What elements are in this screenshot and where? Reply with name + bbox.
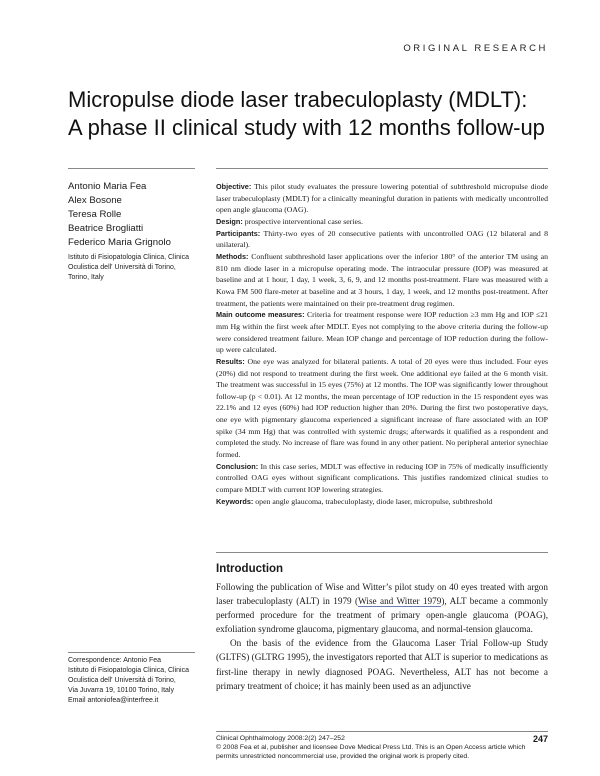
journal-citation: Clinical Ophthalmology 2008:2(2) 247–252 xyxy=(216,735,345,742)
divider xyxy=(216,168,548,169)
title-line-1: Micropulse diode laser trabeculoplasty (MDLT): xyxy=(68,87,528,112)
abstract-methods: Methods: Confluent subthreshold laser applications over the inferior 180° of the anterior TM using an 810 nm diode laser in a micropulse operating mode. The intraocular pressure (IOP) was measured at baseline and at 1 hour, 1 day, 1 week, 3, 6, 9, and 12 months post-treatment. Flare was measured with a Kowa FM 500 flare-meter at baseline and at 3 hours, 1 day, 1 week, and 12 months post-treatment. After treatment, the patients were maintained on their pre-treatment drug regimen. xyxy=(216,251,548,308)
section-label: ORIGINAL RESEARCH xyxy=(403,43,548,54)
author: Beatrice Brogliatti xyxy=(68,223,144,234)
title-line-2: A phase II clinical study with 12 months follow-up xyxy=(68,115,545,140)
author: Antonio Maria Fea xyxy=(68,181,147,192)
license-text: © 2008 Fea et al, publisher and licensee Dove Medical Press Ltd. This is an Open Access article which permits unrestricted noncommercial use, provided the original work is properly cited. xyxy=(216,744,526,760)
paper-title xyxy=(68,86,568,142)
abstract-conclusion: Conclusion: In this case series, MDLT was effective in reducing IOP in 75% of medically insufficiently controlled OAG eyes without significant complications. This justifies randomized clinical studies to compare MDLT with current IOP lowering strategies. xyxy=(216,461,549,495)
divider xyxy=(68,652,195,653)
abstract-results: Results: One eye was analyzed for bilateral patients. A total of 20 eyes were thus included. Four eyes (20%) did not respond to treatment during the first week. One additional eye failed at the 6 month visit. The treatment was successful in 15 eyes (75%) at 12 months. The IOP was significantly lower throughout follow-up (p < 0.01). At 12 months, the mean percentage of IOP reduction in the 15 respondent eyes was 22.1% and 12 eyes (60%) had IOP reduction higher than 20%. During the first two postoperative days, one eye with pigmentary glaucoma experienced a significant increase of flare associated with an IOP spike (34 mm Hg) that was controlled with systemic drugs; afterwards it qualified as a respondent and completed the study. No increase of flare was found in any other patient. No peripheral anterior synechiae formed. xyxy=(216,356,548,460)
paragraph: On the basis of the evidence from the Glaucoma Laser Trial Follow-up Study (GLTFS) (GLTRG 1995), the investigators reported that ALT is superior to medications as first-line therapy in newly diagnosed POAG. Nevertheless, ALT has not become a primary treatment of choice; it has mainly been used as an adjunctive xyxy=(216,638,548,691)
divider xyxy=(216,731,548,732)
divider xyxy=(68,168,195,169)
abstract-outcome: Main outcome measures: Criteria for treatment response were IOP reduction ≥3 mm Hg and IOP ≤21 mm Hg within the first week after MDLT. Eyes not complying to the above criteria during the follow-up were considered treatment failure. Mean IOP change and percentage of IOP reduction during the follow-up were calculated. xyxy=(216,310,549,355)
correspondence: Correspondence: Antonio Fea Istituto di Fisiopatologia Clinica, Clinica Oculistica dell' Università di Torino, Via Juvarra 19, 10100 Torino, Italy Email antoniofea@interfree.it xyxy=(68,656,198,706)
abstract-objective: Objective: This pilot study evaluates the pressure lowering potential of subthreshold micropulse diode laser trabeculoplasty (MDLT) for a clinically meaningful duration in patients with medically uncontrolled open angle glaucoma (OAG). xyxy=(216,182,549,215)
email: Email antoniofea@interfree.it xyxy=(68,697,159,704)
page-number: 247 xyxy=(532,734,548,744)
divider xyxy=(216,552,548,553)
author: Teresa Rolle xyxy=(68,209,122,220)
author: Alex Bosone xyxy=(68,195,122,206)
introduction-body xyxy=(216,580,548,693)
affiliation: Istituto di Fisiopatologia Clinica, Clinica Oculistica dell' Università di Torino, Torino, Italy xyxy=(68,254,189,281)
citation-link[interactable]: Wise and Witter 1979 xyxy=(358,596,442,607)
author-list xyxy=(68,180,198,250)
abstract-design: Design: prospective interventional case series. xyxy=(216,216,363,226)
section-heading-introduction: Introduction xyxy=(216,563,284,575)
abstract-participants: Participants: Thirty-two eyes of 20 consecutive patients with uncontrolled OAG (12 bilateral and 8 unilateral). xyxy=(216,228,549,250)
author: Federico Maria Grignolo xyxy=(68,237,171,248)
abstract xyxy=(216,181,548,507)
abstract-keywords: Keywords: open angle glaucoma, trabeculoplasty, diode laser, micropulse, subthreshold xyxy=(216,496,493,506)
footer xyxy=(216,734,548,761)
paragraph: Following the publication of Wise and Witter’s pilot study on 40 eyes treated with argon laser trabeculoplasty (ALT) in 1979 (Wise and Witter 1979), ALT became a commonly performed procedure for the treatment of primary open-angle glaucoma (POAG), exfoliation syndrome glaucoma, pigmentary glaucoma, and normal-tension glaucoma. xyxy=(216,582,548,635)
